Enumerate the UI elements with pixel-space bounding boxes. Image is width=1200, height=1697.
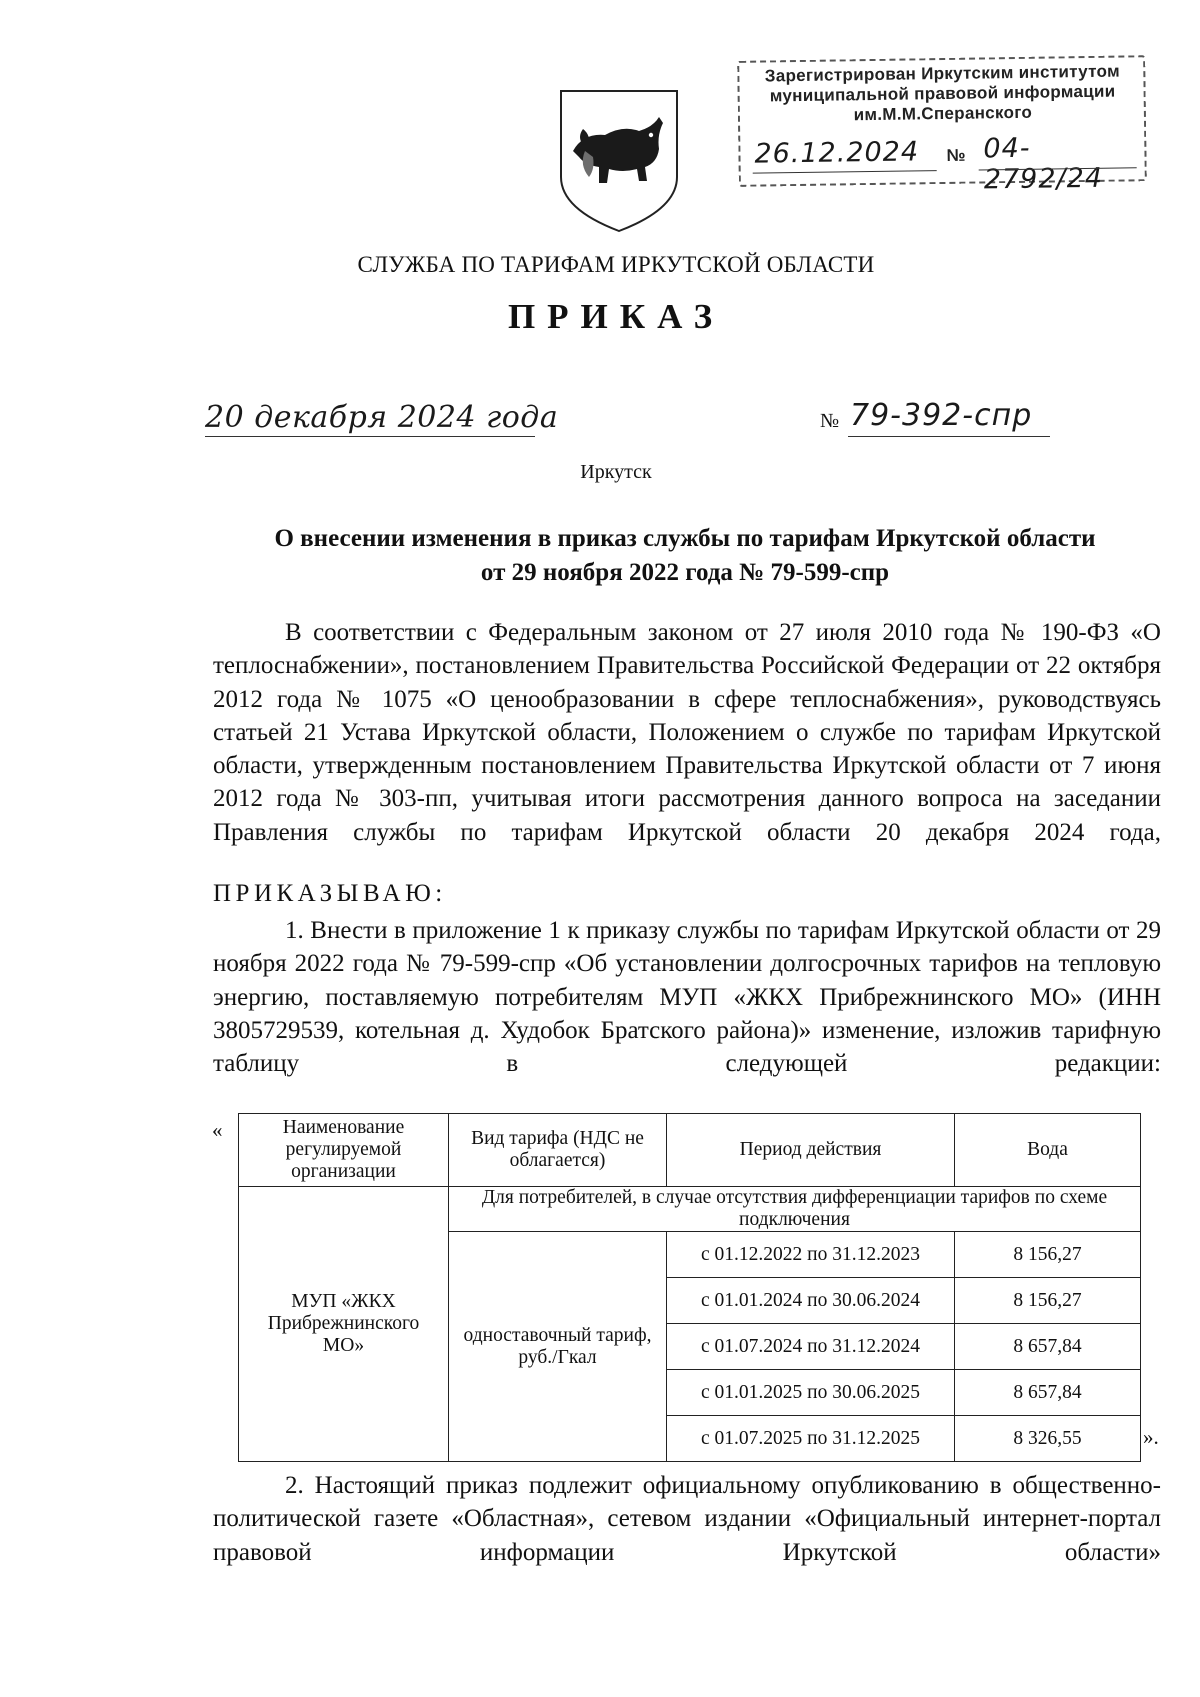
- header-tariff-type: Вид тарифа (НДС не облагается): [449, 1114, 667, 1187]
- consumer-subheader: Для потребителей, в случае отсутствия дифференциации тарифов по схеме подключения: [449, 1187, 1141, 1232]
- order-number-underline: [848, 436, 1050, 437]
- table-subheader-row: [239, 1187, 1141, 1232]
- period-cell: с 01.01.2025 по 30.06.2025: [667, 1370, 955, 1416]
- city: Иркутск: [580, 461, 652, 483]
- table-quote-close: ».: [1143, 1425, 1159, 1449]
- value-cell: 8 326,55: [955, 1416, 1141, 1462]
- value-cell: 8 657,84: [955, 1324, 1141, 1370]
- value-cell: 8 657,84: [955, 1370, 1141, 1416]
- stamp-number: 04-2792/24: [983, 132, 1104, 196]
- header-organization: Наименование регулируемой организации: [239, 1114, 449, 1187]
- table-quote-open: «: [212, 1118, 223, 1142]
- stamp-line-2: муниципальной правовой информации: [769, 81, 1116, 106]
- stamp-number-label: №: [946, 145, 966, 165]
- value-cell: 8 156,27: [955, 1232, 1141, 1278]
- subject-line-2: от 29 ноября 2022 года № 79-599-спр: [480, 559, 890, 586]
- tariff-type-cell: одноставочный тариф, руб./Гкал: [449, 1232, 667, 1462]
- period-cell: с 01.07.2024 по 31.12.2024: [667, 1324, 955, 1370]
- order-number-handwritten: 79-392-спр: [850, 398, 1033, 433]
- period-cell: с 01.07.2025 по 31.12.2025: [667, 1416, 955, 1462]
- order-number-label: №: [820, 410, 840, 432]
- table-header-row: [239, 1114, 1141, 1187]
- value-cell: 8 156,27: [955, 1278, 1141, 1324]
- order-title: ПРИКАЗ: [507, 297, 725, 336]
- registration-stamp: [737, 55, 1149, 196]
- item-1-paragraph: 1. Внести в приложение 1 к приказу службы по тарифам Иркутской области от 29 ноября 2022 года № 79-599-спр «Об установлении долгосрочных тарифов на тепловую энергию, поставляемую потребителям МУП «ЖКХ Прибрежнинского МО» (ИНН 3805729539, котельная д. Худобок Братского района)» изменение, изложив тарифную таблицу в следующей редакции:: [213, 917, 1161, 1078]
- stamp-line-1: Зарегистрирован Иркутским институтом: [764, 61, 1121, 86]
- order-date-handwritten: 20 декабря 2024 года: [205, 400, 559, 435]
- item-2-paragraph: 2. Настоящий приказ подлежит официальному опубликованию в общественно-политической газете «Областная», сетевом издании «Официальный интернет-портал правовой информации Иркутской области»: [213, 1472, 1161, 1566]
- period-cell: с 01.01.2024 по 30.06.2024: [667, 1278, 955, 1324]
- tariff-table: [238, 1113, 1141, 1462]
- header-water: Вода: [955, 1114, 1141, 1187]
- organization-cell: МУП «ЖКХ Прибрежнинского МО»: [239, 1187, 449, 1462]
- stamp-date: 26.12.2024: [754, 136, 920, 170]
- order-subject: [210, 522, 1160, 590]
- header-period: Период действия: [667, 1114, 955, 1187]
- order-date-underline: [205, 436, 535, 437]
- coat-of-arms-icon: [553, 85, 685, 235]
- period-cell: с 01.12.2022 по 31.12.2023: [667, 1232, 955, 1278]
- subject-line-1: О внесении изменения в приказ службы по тарифам Иркутской области: [274, 525, 1096, 552]
- stamp-line-3: им.М.М.Сперанского: [853, 102, 1033, 125]
- preamble-paragraph: В соответствии с Федеральным законом от 27 июля 2010 года № 190-ФЗ «О теплоснабжении», постановлением Правительства Российской Федерации от 22 октября 2012 года № 1075 «О ценообразовании в сфере теплоснабжения», руководствуясь статьей 21 Устава Иркутской области, Положением о службе по тарифам Иркутской области, утвержденным постановлением Правительства Иркутской области от 7 июня 2012 года № 303-пп, учитывая итоги рассмотрения данного вопроса на заседании Правления службы по тарифам Иркутской области 20 декабря 2024 года,: [213, 619, 1161, 846]
- agency-name: СЛУЖБА ПО ТАРИФАМ ИРКУТСКОЙ ОБЛАСТИ: [357, 252, 875, 277]
- decree-word: ПРИКАЗЫВАЮ:: [213, 880, 447, 907]
